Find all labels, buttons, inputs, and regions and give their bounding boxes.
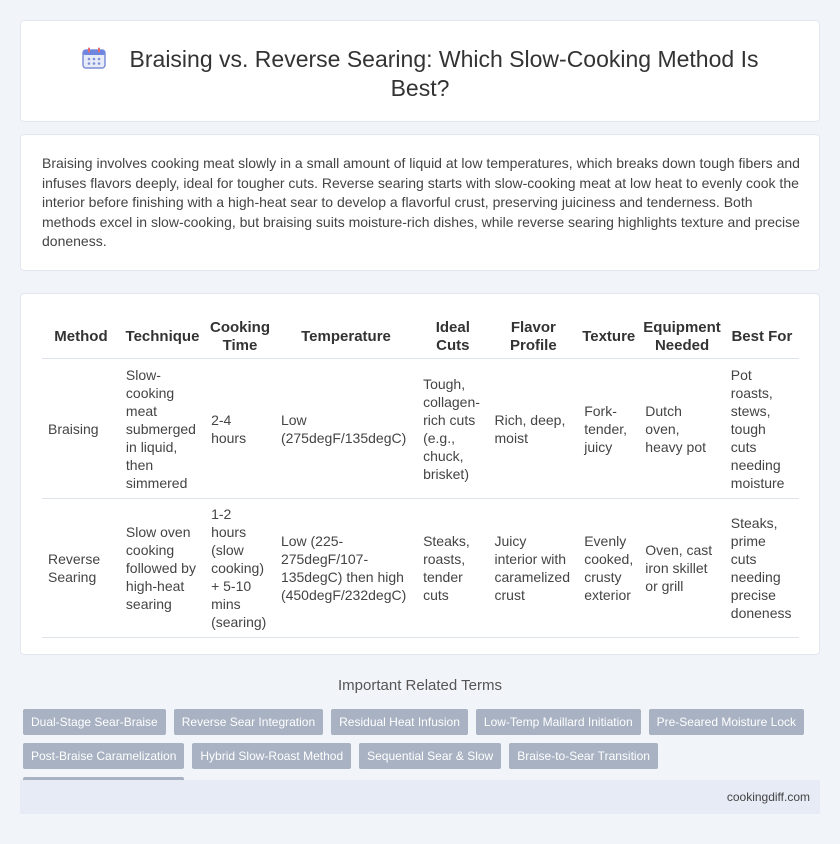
related-term-tag[interactable]: Residual Heat Infusion xyxy=(331,709,468,735)
table-cell: Slow oven cooking followed by high-heat searing xyxy=(120,499,205,638)
header-technique: Technique xyxy=(120,316,205,359)
related-term-tag[interactable]: Reverse Sear Integration xyxy=(174,709,323,735)
intro-paragraph: Braising involves cooking meat slowly in a small amount of liquid at low temperatures, which breaks down tough fibers and infuses flavors deeply, ideal for tougher cuts. Reverse searing starts with slow-cooking meat at low heat to evenly cook the interior before finishing with a high-heat sear to develop a flavorful crust, preserving juiciness and tenderness. Both methods excel in slow-cooking, but braising suits moisture-rich dishes, while reverse searing highlights texture and precise doneness. xyxy=(42,155,800,250)
header-cooking-time: Cooking Time xyxy=(205,316,275,359)
header-method: Method xyxy=(42,316,120,359)
related-term-tag[interactable]: Dual-Stage Sear-Braise xyxy=(23,709,166,735)
table-cell: Low (275degF/135degC) xyxy=(275,359,417,499)
table-cell: Braising xyxy=(42,359,120,499)
table-cell: Dutch oven, heavy pot xyxy=(639,359,725,499)
table-cell: Rich, deep, moist xyxy=(489,359,579,499)
footer-site-link[interactable]: cookingdiff.com xyxy=(726,790,810,804)
table-cell: 2-4 hours xyxy=(205,359,275,499)
header-texture: Texture xyxy=(578,316,639,359)
header-equipment-needed: Equipment Needed xyxy=(639,316,725,359)
table-cell: 1-2 hours (slow cooking) + 5-10 mins (searing) xyxy=(205,499,275,638)
related-terms-title: Important Related Terms xyxy=(338,677,502,694)
related-term-tag[interactable]: Braise-to-Sear Transition xyxy=(509,743,658,769)
related-term-tag[interactable]: Hybrid Slow-Roast Method xyxy=(192,743,351,769)
page-title-wrap xyxy=(21,45,819,103)
header-ideal-cuts: Ideal Cuts xyxy=(417,316,488,359)
header-temperature: Temperature xyxy=(275,316,417,359)
table-cell: Evenly cooked, crusty exterior xyxy=(578,499,639,638)
calendar-icon xyxy=(82,47,106,69)
comparison-card xyxy=(20,293,820,655)
header-best-for: Best For xyxy=(725,316,799,359)
table-cell: Juicy interior with caramelized crust xyxy=(489,499,579,638)
header-flavor-profile: Flavor Profile xyxy=(489,316,579,359)
table-cell: Reverse Searing xyxy=(42,499,120,638)
table-row xyxy=(42,359,799,499)
table-cell: Slow-cooking meat submerged in liquid, then simmered xyxy=(120,359,205,499)
table-row xyxy=(42,499,799,638)
title-card xyxy=(20,20,820,122)
table-cell: Fork-tender, juicy xyxy=(578,359,639,499)
table-cell: Tough, collagen-rich cuts (e.g., chuck, brisket) xyxy=(417,359,488,499)
table-cell: Steaks, prime cuts needing precise doneness xyxy=(725,499,799,638)
related-term-tag[interactable]: Low-Temp Maillard Initiation xyxy=(476,709,641,735)
table-cell: Steaks, roasts, tender cuts xyxy=(417,499,488,638)
table-cell: Oven, cast iron skillet or grill xyxy=(639,499,725,638)
intro-card xyxy=(20,134,820,271)
table-cell: Low (225-275degF/107-135degC) then high (450degF/232degC) xyxy=(275,499,417,638)
page-title: Braising vs. Reverse Searing: Which Slow-Cooking Method Is Best? xyxy=(129,46,759,101)
footer xyxy=(20,780,820,814)
table-header-row xyxy=(42,316,799,359)
related-term-tag[interactable]: Sequential Sear & Slow xyxy=(359,743,501,769)
table-cell: Pot roasts, stews, tough cuts needing moisture xyxy=(725,359,799,499)
related-term-tag[interactable]: Post-Braise Caramelization xyxy=(23,743,184,769)
comparison-table xyxy=(42,316,799,638)
related-term-tag[interactable]: Pre-Seared Moisture Lock xyxy=(649,709,804,735)
